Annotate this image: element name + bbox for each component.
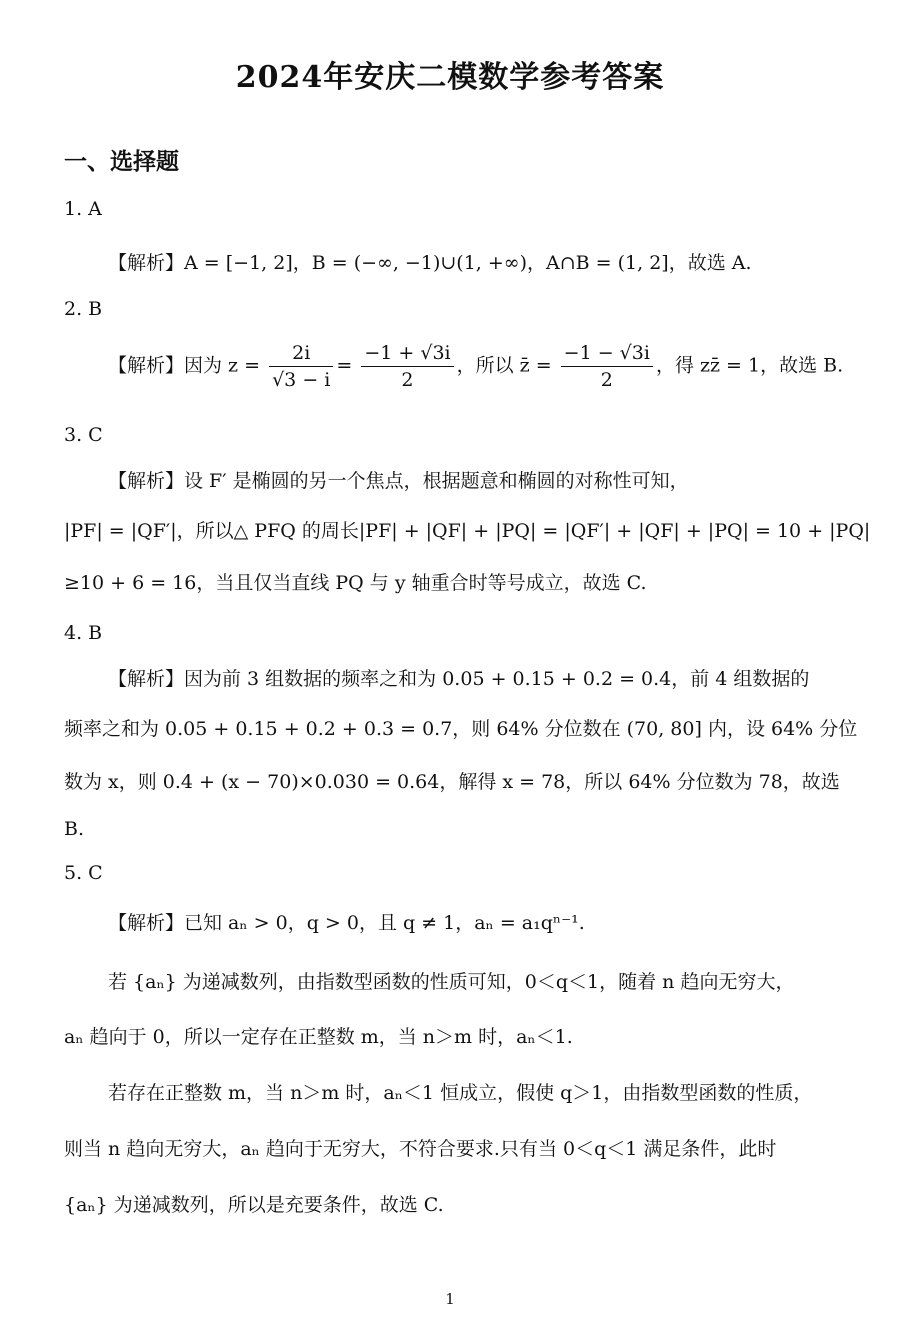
analysis-tag: 【解析】	[108, 354, 185, 377]
analysis-4-line-3: 数为 x，则 0.4 + (x − 70)×0.030 = 0.64，解得 x = 78，所以 64% 分位数为 78，故选	[64, 771, 840, 793]
analysis-2-pre: 因为 z =	[184, 354, 261, 377]
analysis-5-text-1: 已知 aₙ > 0，q > 0，且 q ≠ 1，aₙ = a₁qⁿ⁻¹.	[184, 912, 585, 934]
page-title: 2024年安庆二模数学参考答案	[235, 60, 665, 95]
analysis-3-line-2: |PF| = |QF′|，所以△ PFQ 的周长|PF| + |QF| + |PQ| = |QF′| + |QF| + |PQ| = 10 + |PQ|	[64, 520, 871, 542]
analysis-tag: 【解析】	[108, 912, 185, 934]
fraction-1	[269, 342, 333, 391]
fraction-2-numerator: −1 + √3i	[361, 342, 453, 367]
analysis-5-line-1	[108, 908, 585, 935]
fraction-2-denominator: 2	[401, 369, 414, 391]
answer-1: 1. A	[64, 198, 102, 220]
analysis-4-line-2: 频率之和为 0.05 + 0.15 + 0.2 + 0.3 = 0.7，则 64% 分位数在 (70, 80] 内，设 64% 分位	[64, 718, 858, 740]
answer-5: 5. C	[64, 862, 103, 884]
answer-3: 3. C	[64, 424, 103, 446]
analysis-3-line-1	[108, 466, 689, 493]
analysis-5-line-6: {aₙ} 为递减数列，所以是充要条件，故选 C.	[64, 1194, 444, 1216]
fraction-1-denominator: √3 − i	[272, 369, 331, 391]
analysis-3-text-1: 设 F′ 是椭圆的另一个焦点，根据题意和椭圆的对称性可知，	[184, 470, 689, 492]
analysis-5-line-2: 若 {aₙ} 为递减数列，由指数型函数的性质可知，0＜q＜1，随着 n 趋向无穷大，	[108, 971, 795, 993]
fraction-1-numerator: 2i	[269, 342, 333, 367]
fraction-2	[361, 342, 453, 391]
fraction-3	[561, 342, 653, 391]
analysis-5-line-3: aₙ 趋向于 0，所以一定存在正整数 m，当 n＞m 时，aₙ＜1.	[64, 1026, 573, 1048]
analysis-4-line-1	[108, 664, 809, 691]
analysis-1	[108, 248, 752, 275]
fraction-3-denominator: 2	[600, 369, 613, 391]
analysis-3-line-3: ≥10 + 6 = 16，当且仅当直线 PQ 与 y 轴重合时等号成立，故选 C.	[64, 572, 647, 594]
equals-sign: =	[336, 354, 353, 377]
analysis-2	[108, 342, 843, 391]
analysis-tag: 【解析】	[108, 470, 185, 492]
analysis-1-text: A = [−1, 2]，B = (−∞, −1)∪(1, +∞)，A∩B = (1, 2]，故选 A.	[184, 252, 752, 274]
analysis-2-mid: ，所以 z̄ =	[456, 354, 552, 377]
section-heading: 一、选择题	[64, 148, 179, 175]
analysis-tag: 【解析】	[108, 252, 185, 274]
analysis-5-line-5: 则当 n 趋向无穷大，aₙ 趋向于无穷大，不符合要求.只有当 0＜q＜1 满足条件，此时	[64, 1138, 777, 1160]
analysis-5-line-4: 若存在正整数 m，当 n＞m 时，aₙ＜1 恒成立，假使 q＞1，由指数型函数的性质，	[108, 1082, 813, 1104]
analysis-2-post: ，得 zz̄ = 1，故选 B.	[655, 354, 844, 377]
answer-4: 4. B	[64, 622, 103, 644]
analysis-4-line-4: B.	[64, 818, 85, 840]
analysis-4-text-1: 因为前 3 组数据的频率之和为 0.05 + 0.15 + 0.2 = 0.4，前 4 组数据的	[184, 668, 810, 690]
fraction-3-numerator: −1 − √3i	[561, 342, 653, 367]
answer-2: 2. B	[64, 298, 103, 320]
page-number: 1	[445, 1290, 455, 1308]
analysis-tag: 【解析】	[108, 668, 185, 690]
